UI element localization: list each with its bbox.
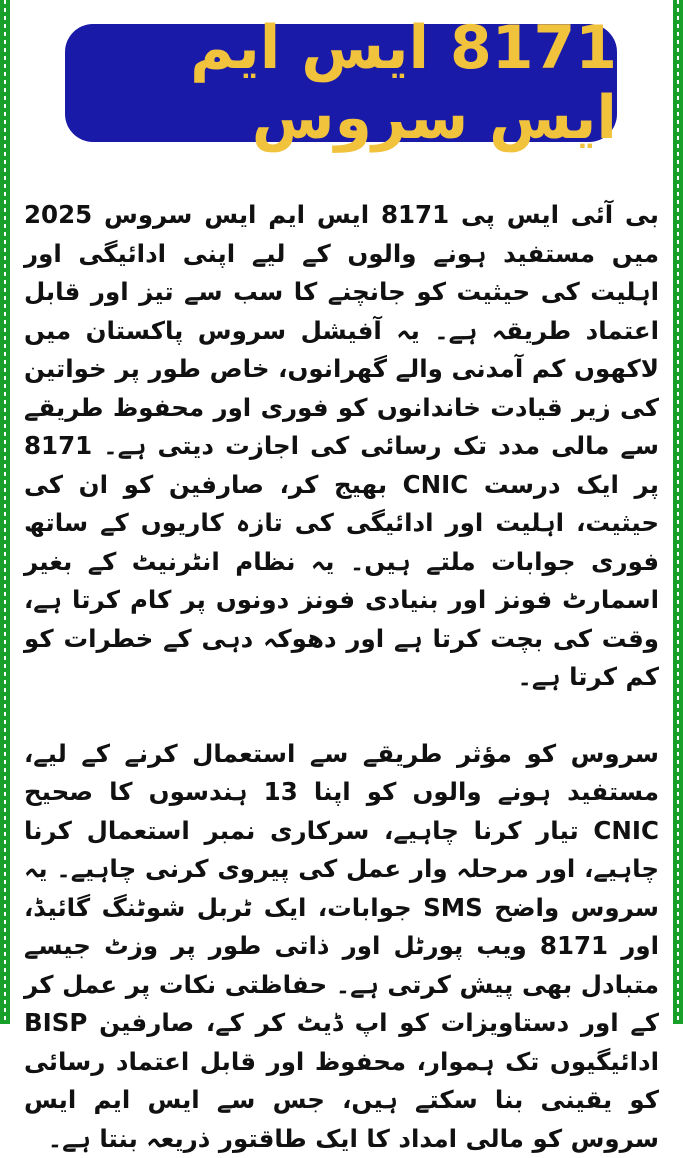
paragraph-usage: سروس کو مؤثر طریقے سے استعمال کرنے کے لیے، مستفید ہونے والوں کو اپنا 13 ہندسوں کا صحیح CNIC تیار کرنا چاہیے، سرکاری نمبر استعمال کرنا چاہیے، اور مرحلہ وار عمل کی پیروی کرنی چاہیے۔ یہ سروس واضح SMS جوابات، ایک ٹربل شوٹنگ گائیڈ، اور 8171 ویب پورٹل اور ذاتی طور پر وزٹ جیسے متبادل بھی پیش کرتی ہے۔ حفاظتی نکات پر عمل کر کے اور دستاویزات کو اپ ڈیٹ کر کے، صارفین BISP ادائیگیوں تک ہموار، محفوظ اور قابل اعتماد رسائی کو یقینی بنا سکتے ہیں، جس سے ایس ایم ایس سروس کو مالی امداد کا ایک طاقتور ذریعہ بنتا ہے۔	[24, 735, 659, 1158]
left-decorative-border	[0, 0, 10, 1024]
title-banner	[65, 24, 617, 142]
page-title: 8171 ایس ایم ایس سروس	[65, 13, 617, 153]
right-decorative-border	[673, 0, 683, 1024]
paragraph-intro: بی آئی ایس پی 8171 ایس ایم ایس سروس 2025 میں مستفید ہونے والوں کے لیے اپنی ادائیگی اور اہلیت کی حیثیت کو جانچنے کا سب سے تیز اور قابل اعتماد طریقہ ہے۔ یہ آفیشل سروس پاکستان میں لاکھوں کم آمدنی والے گھرانوں، خاص طور پر خواتین کی زیر قیادت خاندانوں کو فوری اور محفوظ طریقے سے مالی مدد تک رسائی کی اجازت دیتی ہے۔ 8171 پر ایک درست CNIC بھیج کر، صارفین کو ان کی حیثیت، اہلیت اور ادائیگی کی تازہ کاریوں کے ساتھ فوری جوابات ملتے ہیں۔ یہ نظام انٹرنیٹ کے بغیر اسمارٹ فونز اور بنیادی فونز دونوں پر کام کرتا ہے، وقت کی بچت کرتا ہے اور دھوکہ دہی کے خطرات کو کم کرتا ہے۔	[24, 196, 659, 697]
article-body	[24, 196, 659, 1158]
